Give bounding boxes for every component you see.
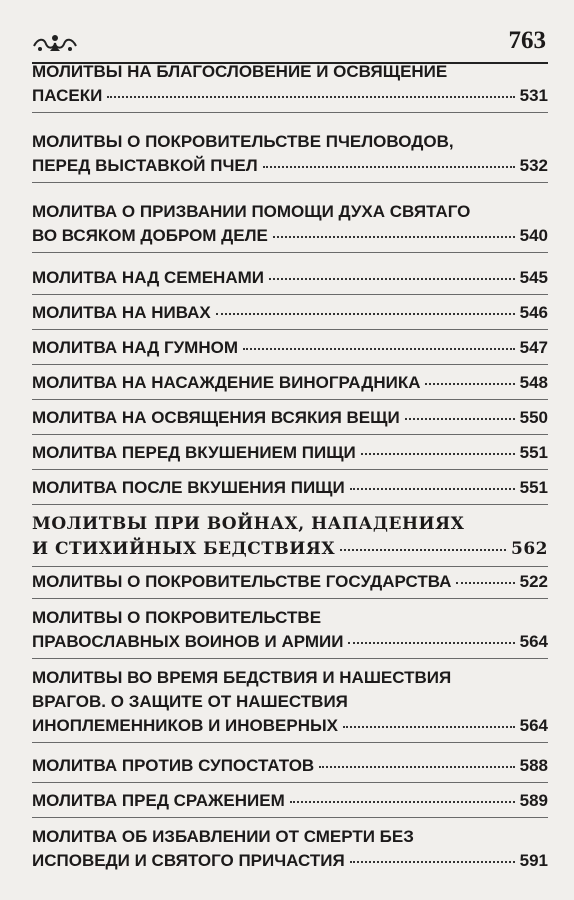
toc-entry-title: ПАСЕКИ [32, 86, 103, 105]
toc-entry-page: 564 [519, 632, 548, 651]
toc-entry [32, 606, 548, 659]
dot-leader [290, 800, 515, 803]
toc-entry-title: МОЛИТВА О ПРИЗВАНИИ ПОМОЩИ ДУХА СВЯТАГО [32, 202, 471, 221]
floral-ornament-icon [32, 32, 78, 54]
toc-page [32, 26, 548, 870]
toc-entry [32, 441, 548, 470]
dot-leader [350, 487, 515, 490]
toc-entry-page: 546 [519, 303, 548, 322]
toc-entry [32, 754, 548, 783]
toc-entry-page: 550 [519, 408, 548, 427]
toc-entry-page: 551 [519, 443, 548, 462]
toc-entry-page: 564 [519, 716, 548, 735]
toc-entry-title: МОЛИТВА ПРЕД СРАЖЕНИЕМ [32, 791, 285, 810]
toc-entry [32, 789, 548, 818]
toc-entry [32, 200, 548, 253]
dot-leader [456, 581, 514, 584]
page-number: 763 [508, 27, 546, 54]
toc-entry [32, 301, 548, 330]
toc-entry-title: МОЛИТВА ОБ ИЗБАВЛЕНИИ ОТ СМЕРТИ БЕЗ [32, 827, 414, 846]
toc-entry-title: МОЛИТВЫ НА БЛАГОСЛОВЕНИЕ И ОСВЯЩЕНИЕ [32, 62, 448, 81]
toc-entry-title: МОЛИТВА ПРОТИВ СУПОСТАТОВ [32, 756, 315, 775]
toc-entry-page: 531 [519, 86, 548, 105]
toc-entry [32, 570, 548, 599]
dot-leader [263, 165, 515, 168]
dot-leader [340, 548, 506, 551]
toc-entry-title: ВРАГОВ. О ЗАЩИТЕ ОТ НАШЕСТВИЯ [32, 692, 348, 711]
dot-leader [361, 452, 515, 455]
toc-entry-page: 540 [519, 226, 548, 245]
toc-entry-title: И СТИХИЙНЫХ БЕДСТВИЯХ [32, 539, 336, 559]
toc-entry-title: МОЛИТВЫ О ПОКРОВИТЕЛЬСТВЕ [32, 608, 322, 627]
dot-leader [273, 235, 515, 238]
toc-entry-title: ПЕРЕД ВЫСТАВКОЙ ПЧЕЛ [32, 156, 258, 175]
toc-entry-title: МОЛИТВА НАД ГУМНОМ [32, 338, 238, 357]
toc-entry-page: 562 [511, 539, 548, 559]
page-header [32, 26, 548, 64]
toc-entry [32, 371, 548, 400]
toc-entry-title: МОЛИТВА ПЕРЕД ВКУШЕНИЕМ ПИЩИ [32, 443, 356, 462]
dot-leader [350, 860, 515, 863]
dot-leader [343, 725, 515, 728]
toc-entry-title: МОЛИТВЫ О ПОКРОВИТЕЛЬСТВЕ ПЧЕЛОВОДОВ, [32, 132, 454, 151]
toc-entry-title: МОЛИТВА ПОСЛЕ ВКУШЕНИЯ ПИЩИ [32, 478, 345, 497]
toc-entry-page: 548 [519, 373, 548, 392]
toc-entry-title: МОЛИТВЫ О ПОКРОВИТЕЛЬСТВЕ ГОСУДАРСТВА [32, 572, 452, 591]
dot-leader [405, 417, 515, 420]
toc-entry-page: 589 [519, 791, 548, 810]
dot-leader [269, 277, 515, 280]
dot-leader [319, 765, 514, 768]
toc-entry-title: МОЛИТВА НАД СЕМЕНАМИ [32, 268, 264, 287]
dot-leader [243, 347, 515, 350]
toc-entry-title: МОЛИТВА НА ОСВЯЩЕНИЯ ВСЯКИЯ ВЕЩИ [32, 408, 400, 427]
toc-entry-page: 551 [519, 478, 548, 497]
toc-entry-title: ИНОПЛЕМЕННИКОВ И ИНОВЕРНЫХ [32, 716, 338, 735]
toc-entry [32, 825, 548, 877]
toc-entry-title: ИСПОВЕДИ И СВЯТОГО ПРИЧАСТИЯ [32, 851, 345, 870]
toc-entry [32, 406, 548, 435]
toc-entry-title: МОЛИТВА НА НАСАЖДЕНИЕ ВИНОГРАДНИКА [32, 373, 421, 392]
toc-section-heading [32, 512, 548, 567]
toc-entry-page: 547 [519, 338, 548, 357]
toc-entry [32, 130, 548, 183]
toc-entry [32, 666, 548, 743]
toc-entry-page: 545 [519, 268, 548, 287]
toc-entry-title: ПРАВОСЛАВНЫХ ВОИНОВ И АРМИИ [32, 632, 344, 651]
toc-entry-title: МОЛИТВА НА НИВАХ [32, 303, 211, 322]
toc-entry-page: 532 [519, 156, 548, 175]
toc-entry [32, 266, 548, 295]
dot-leader [425, 382, 514, 385]
toc-entry-title: МОЛИТВЫ ВО ВРЕМЯ БЕДСТВИЯ И НАШЕСТВИЯ [32, 668, 452, 687]
dot-leader [107, 95, 514, 98]
toc-entry-page: 522 [519, 572, 548, 591]
toc-entry [32, 60, 548, 113]
dot-leader [216, 312, 515, 315]
toc-entry-title: ВО ВСЯКОМ ДОБРОМ ДЕЛЕ [32, 226, 268, 245]
toc-entry [32, 476, 548, 505]
toc-entry-page: 591 [519, 851, 548, 870]
toc-entry [32, 336, 548, 365]
dot-leader [348, 641, 514, 644]
toc-entry-title: МОЛИТВЫ ПРИ ВОЙНАХ, НАПАДЕНИЯХ [32, 514, 465, 534]
toc-entry-page: 588 [519, 756, 548, 775]
